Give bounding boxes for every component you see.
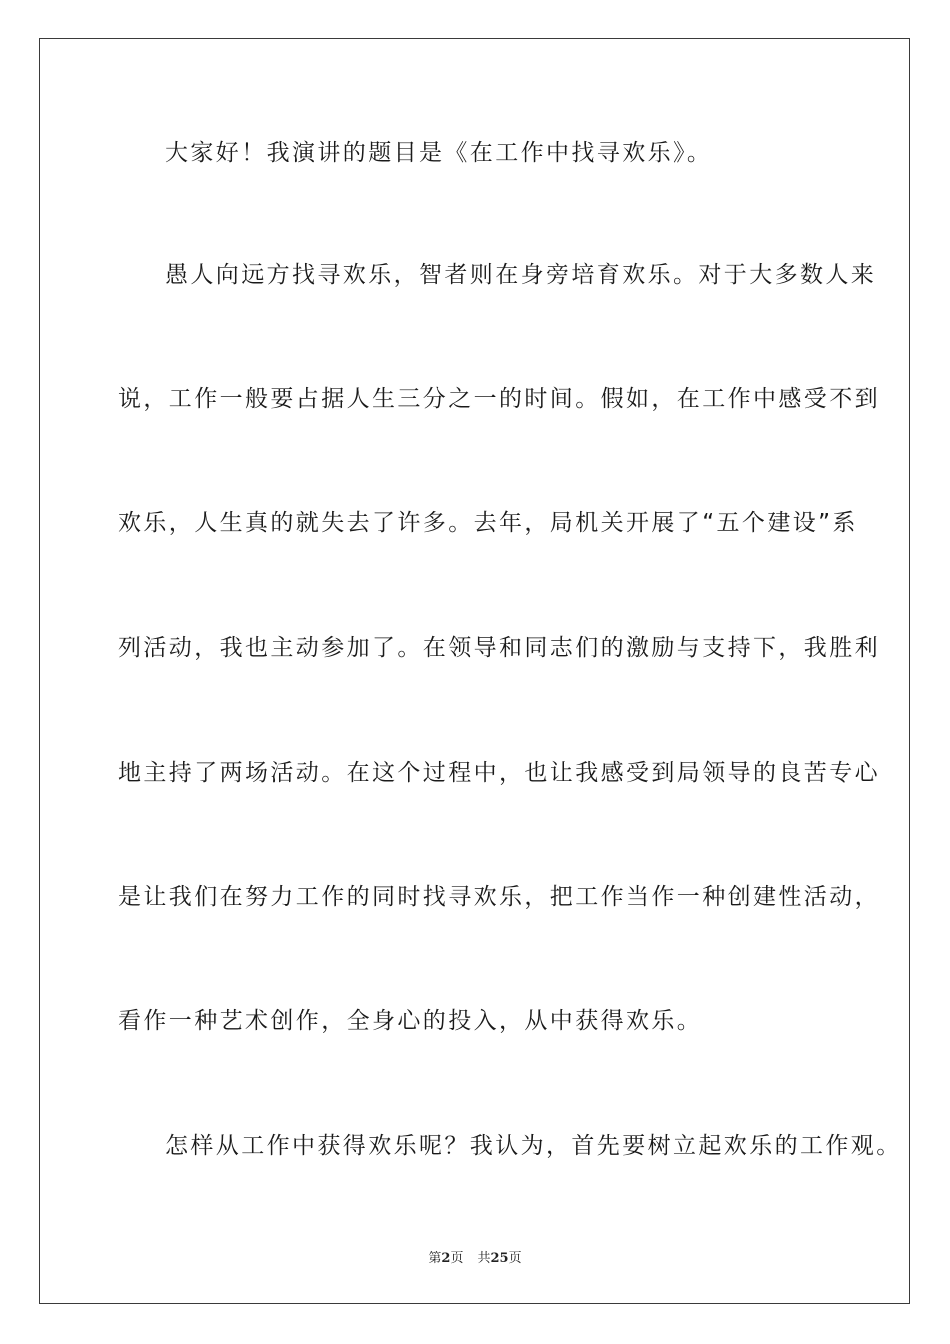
paragraph-line-1: 大家好！我演讲的题目是《在工作中找寻欢乐》。 [165, 140, 713, 166]
paragraph-line-9: 怎样从工作中获得欢乐呢？我认为，首先要树立起欢乐的工作观。 [165, 1133, 902, 1159]
paragraph-line-3: 说，工作一般要占据人生三分之一的时间。假如，在工作中感受不到 [118, 386, 880, 412]
paragraph-line-4: 欢乐，人生真的就失去了许多。去年，局机关开展了“五个建设”系 [118, 510, 858, 536]
page-suffix: 页 [450, 1251, 464, 1266]
paragraph-line-5: 列活动，我也主动参加了。在领导和同志们的激励与支持下，我胜利 [118, 635, 880, 661]
page-number: 2 [441, 1251, 451, 1266]
page-frame [39, 38, 910, 1304]
paragraph-line-8: 看作一种艺术创作，全身心的投入，从中获得欢乐。 [118, 1008, 703, 1034]
total-suffix: 页 [508, 1251, 522, 1266]
total-pages: 25 [490, 1251, 509, 1266]
page-prefix: 第 [428, 1251, 442, 1266]
paragraph-line-7: 是让我们在努力工作的同时找寻欢乐，把工作当作一种创建性活动， [118, 884, 880, 910]
page-footer [0, 1247, 950, 1266]
paragraph-line-2: 愚人向远方找寻欢乐，智者则在身旁培育欢乐。对于大多数人来 [165, 262, 877, 288]
paragraph-line-6: 地主持了两场活动。在这个过程中，也让我感受到局领导的良苦专心 [118, 760, 880, 786]
total-prefix: 共 [477, 1251, 491, 1266]
